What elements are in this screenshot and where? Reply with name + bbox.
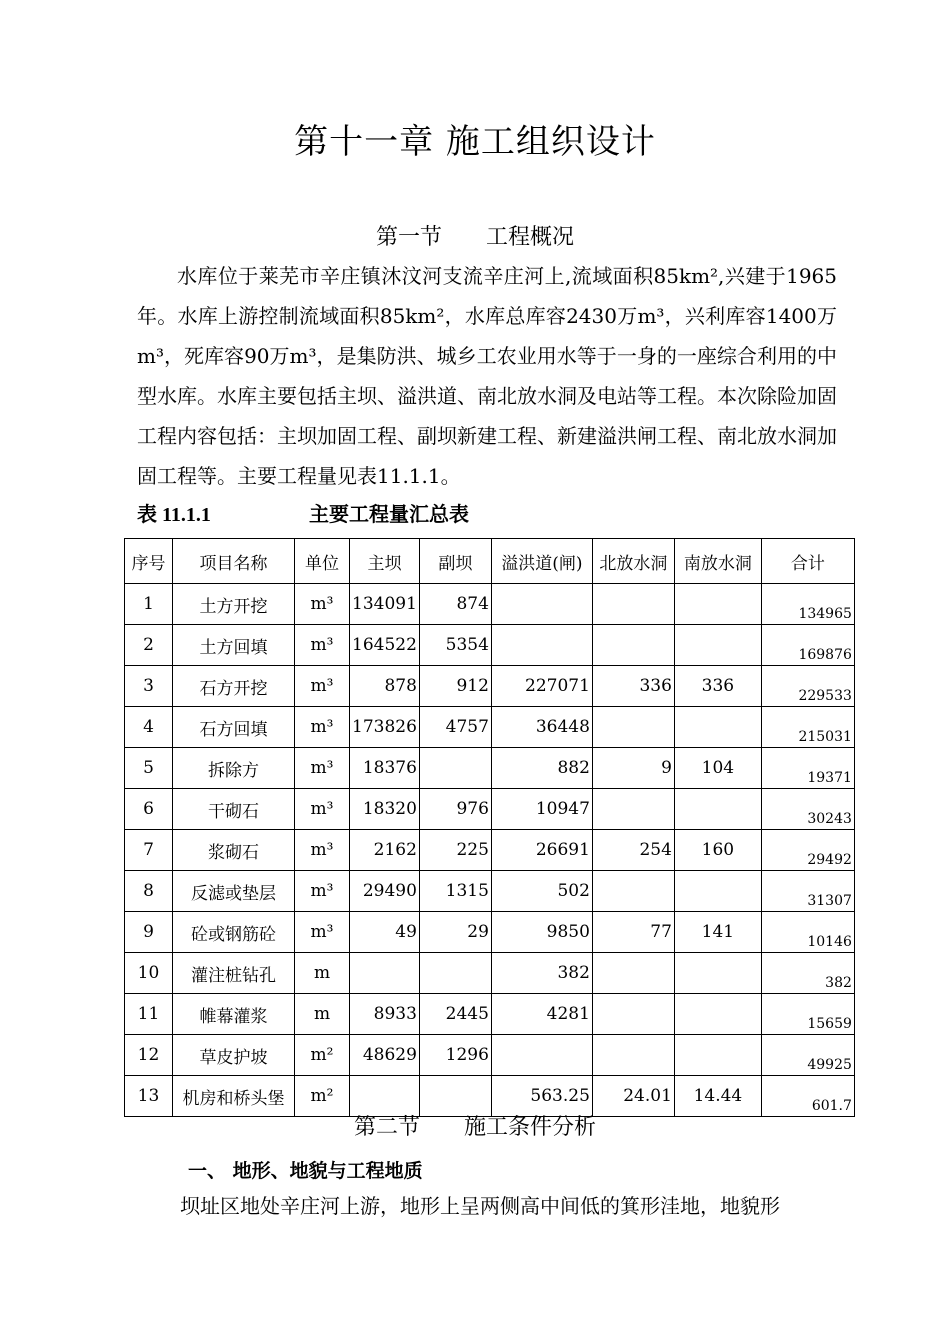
- table-cell: 灌注桩钻孔: [173, 953, 295, 994]
- table-cell: [674, 953, 761, 994]
- table-row: [125, 707, 855, 748]
- table-row: [125, 748, 855, 789]
- table-cell: 164522: [350, 625, 420, 666]
- table-cell: [419, 748, 491, 789]
- table-cell: m³: [295, 625, 350, 666]
- table-row: [125, 953, 855, 994]
- table-row: [125, 789, 855, 830]
- table-cell: 干砌石: [173, 789, 295, 830]
- subsection-heading: 一、 地形、地貌与工程地质: [188, 1160, 423, 1182]
- table-cell: m: [295, 953, 350, 994]
- table-cell: 882: [491, 748, 592, 789]
- table-cell: 1: [125, 584, 173, 625]
- table-cell: 502: [491, 871, 592, 912]
- table-header-cell: 南放水洞: [674, 539, 761, 584]
- table-row: [125, 666, 855, 707]
- table-cell: [674, 707, 761, 748]
- table-cell: 976: [419, 789, 491, 830]
- table-cell: 4757: [419, 707, 491, 748]
- table-cell: m: [295, 994, 350, 1035]
- table-cell: 19371: [761, 748, 854, 789]
- table-cell: 1315: [419, 871, 491, 912]
- table-cell: 912: [419, 666, 491, 707]
- table-cell: 4: [125, 707, 173, 748]
- table-header-cell: 单位: [295, 539, 350, 584]
- table-cell: 草皮护坡: [173, 1035, 295, 1076]
- table-cell: 土方回填: [173, 625, 295, 666]
- section-1-number: 第一节: [375, 225, 442, 250]
- table-cell: 49925: [761, 1035, 854, 1076]
- table-row: [125, 625, 855, 666]
- table-cell: 874: [419, 584, 491, 625]
- table-cell: [674, 789, 761, 830]
- table-cell: 浆砌石: [173, 830, 295, 871]
- table-row: [125, 584, 855, 625]
- table-cell: 11: [125, 994, 173, 1035]
- table-cell: 石方开挖: [173, 666, 295, 707]
- table-cell: 10: [125, 953, 173, 994]
- table-cell: 601.7: [761, 1076, 854, 1117]
- terrain-paragraph: 坝址区地处辛庄河上游，地形上呈两侧高中间低的箕形洼地，地貌形: [180, 1194, 780, 1218]
- table-cell: 49: [350, 912, 420, 953]
- table-cell: 6: [125, 789, 173, 830]
- table-cell: [350, 953, 420, 994]
- table-cell: 173826: [350, 707, 420, 748]
- table-cell: 36448: [491, 707, 592, 748]
- table-cell: 4281: [491, 994, 592, 1035]
- table-cell: [592, 707, 674, 748]
- table-cell: m³: [295, 830, 350, 871]
- table-cell: 10146: [761, 912, 854, 953]
- table-cell: 砼或钢筋砼: [173, 912, 295, 953]
- table-cell: 878: [350, 666, 420, 707]
- table-cell: 14.44: [674, 1076, 761, 1117]
- table-caption: [137, 498, 469, 527]
- table-cell: 48629: [350, 1035, 420, 1076]
- table-header-cell: 项目名称: [173, 539, 295, 584]
- table-cell: 机房和桥头堡: [173, 1076, 295, 1117]
- table-cell: m³: [295, 748, 350, 789]
- table-cell: 拆除方: [173, 748, 295, 789]
- table-header-cell: 溢洪道(闸): [491, 539, 592, 584]
- table-row: [125, 871, 855, 912]
- table-cell: 215031: [761, 707, 854, 748]
- table-cell: m³: [295, 707, 350, 748]
- table-cell: 2: [125, 625, 173, 666]
- table-cell: 563.25: [491, 1076, 592, 1117]
- table-cell: 7: [125, 830, 173, 871]
- chapter-title: 第十一章 施工组织设计: [294, 122, 656, 162]
- table-cell: [592, 789, 674, 830]
- table-cell: 2445: [419, 994, 491, 1035]
- table-row: [125, 994, 855, 1035]
- table-cell: 227071: [491, 666, 592, 707]
- table-cell: 225: [419, 830, 491, 871]
- table-row: [125, 1035, 855, 1076]
- table-cell: 3: [125, 666, 173, 707]
- table-cell: 336: [592, 666, 674, 707]
- table-cell: m²: [295, 1076, 350, 1117]
- table-cell: 土方开挖: [173, 584, 295, 625]
- table-cell: 134965: [761, 584, 854, 625]
- table-cell: 8933: [350, 994, 420, 1035]
- table-cell: [491, 1035, 592, 1076]
- table-title: 主要工程量汇总表: [309, 504, 469, 526]
- table-cell: 382: [491, 953, 592, 994]
- table-cell: [592, 953, 674, 994]
- table-cell: m³: [295, 789, 350, 830]
- table-cell: 15659: [761, 994, 854, 1035]
- table-cell: 141: [674, 912, 761, 953]
- table-cell: 5: [125, 748, 173, 789]
- table-cell: [592, 994, 674, 1035]
- section-1-heading: [0, 220, 950, 251]
- table-cell: m³: [295, 666, 350, 707]
- table-cell: 104: [674, 748, 761, 789]
- table-row: [125, 830, 855, 871]
- table-cell: [674, 584, 761, 625]
- table-cell: 5354: [419, 625, 491, 666]
- table-cell: m³: [295, 584, 350, 625]
- table-cell: [674, 994, 761, 1035]
- table-cell: 12: [125, 1035, 173, 1076]
- table-cell: [491, 584, 592, 625]
- table-header-cell: 合计: [761, 539, 854, 584]
- overview-paragraph-block: [137, 256, 837, 496]
- table-cell: 169876: [761, 625, 854, 666]
- table-cell: 336: [674, 666, 761, 707]
- table-cell: 29: [419, 912, 491, 953]
- table-cell: 9: [125, 912, 173, 953]
- table-cell: [674, 625, 761, 666]
- table-cell: 1296: [419, 1035, 491, 1076]
- table-cell: 帷幕灌浆: [173, 994, 295, 1035]
- table-row: [125, 912, 855, 953]
- table-cell: [592, 584, 674, 625]
- table-cell: m³: [295, 871, 350, 912]
- table-header-cell: 副坝: [419, 539, 491, 584]
- overview-paragraph: 水库位于莱芜市辛庄镇沐汶河支流辛庄河上,流域面积85km²,兴建于1965年。水库上游控制流域面积85km²，水库总库容2430万m³，兴利库容1400万m³，死库容90万m³，是集防洪、城乡工农业用水等于一身的一座综合利用的中型水库。水库主要包括主坝、溢洪道、南北放水洞及电站等工程。本次除险加固工程内容包括：主坝加固工程、副坝新建工程、新建溢洪闸工程、南北放水洞加固工程等。主要工程量见表11.1.1。: [137, 264, 837, 488]
- table-header-cell: 北放水洞: [592, 539, 674, 584]
- table-cell: 26691: [491, 830, 592, 871]
- table-cell: 29490: [350, 871, 420, 912]
- table-cell: [592, 625, 674, 666]
- table-cell: 10947: [491, 789, 592, 830]
- table-header-cell: 序号: [125, 539, 173, 584]
- table-cell: [419, 953, 491, 994]
- table-header-row: [125, 539, 855, 584]
- section-2-number: 第二节: [353, 1115, 420, 1140]
- table-cell: m³: [295, 912, 350, 953]
- table-cell: 160: [674, 830, 761, 871]
- table-cell: 18376: [350, 748, 420, 789]
- table-cell: m²: [295, 1035, 350, 1076]
- quantities-table: [124, 538, 855, 1117]
- table-cell: 13: [125, 1076, 173, 1117]
- table-cell: [674, 871, 761, 912]
- table-cell: 30243: [761, 789, 854, 830]
- table-cell: 24.01: [592, 1076, 674, 1117]
- table-cell: 134091: [350, 584, 420, 625]
- table-number: 表 11.1.1: [137, 504, 211, 526]
- table-cell: 8: [125, 871, 173, 912]
- table-cell: 石方回填: [173, 707, 295, 748]
- section-2-heading: [0, 1110, 950, 1141]
- table-cell: 9850: [491, 912, 592, 953]
- table-cell: [491, 625, 592, 666]
- table-cell: 29492: [761, 830, 854, 871]
- table-cell: 229533: [761, 666, 854, 707]
- table-header-cell: 主坝: [350, 539, 420, 584]
- table-cell: 反滤或垫层: [173, 871, 295, 912]
- table-cell: [592, 1035, 674, 1076]
- table-cell: 77: [592, 912, 674, 953]
- table-cell: 31307: [761, 871, 854, 912]
- table-cell: 9: [592, 748, 674, 789]
- section-2-title: 施工条件分析: [464, 1115, 597, 1140]
- table-cell: 18320: [350, 789, 420, 830]
- table-cell: [674, 1035, 761, 1076]
- table-cell: 254: [592, 830, 674, 871]
- section-1-title: 工程概况: [486, 225, 575, 250]
- table-cell: 382: [761, 953, 854, 994]
- table-cell: [592, 871, 674, 912]
- table-cell: 2162: [350, 830, 420, 871]
